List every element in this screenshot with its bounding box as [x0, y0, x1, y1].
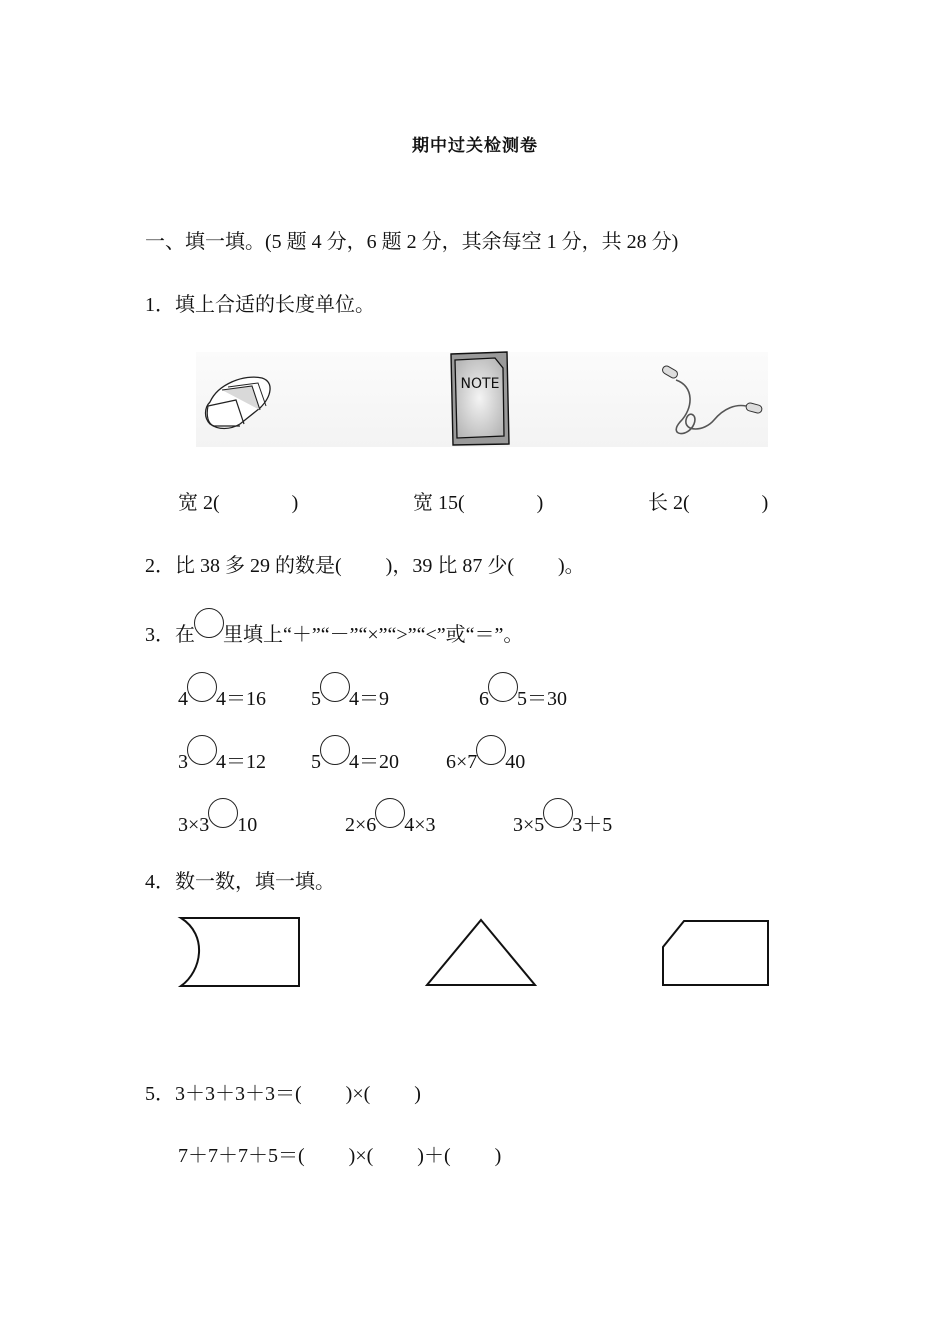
- close-paren: ): [494, 1145, 502, 1167]
- section-heading: 一、填一填。(5 题 4 分，6 题 2 分，其余每空 1 分，共 28 分): [145, 231, 679, 253]
- q3-row3-item3: [513, 805, 612, 838]
- answer-circle[interactable]: [187, 735, 217, 765]
- q5-line1-expr: 5．3＋3＋3＋3＝(: [145, 1083, 302, 1105]
- q3-row1-item2: [311, 679, 389, 712]
- question-1-prompt: 1．填上合适的长度单位。: [145, 294, 375, 316]
- answer-circle[interactable]: [187, 672, 217, 702]
- right-expr: 4＝9: [349, 688, 389, 710]
- question-2: [145, 553, 585, 579]
- rope-length-answer: [648, 490, 768, 516]
- question-3-suffix: 里填上“＋”“－”“×”“>”“<”或“＝”。: [223, 624, 524, 646]
- rope-label: 长 2(: [648, 492, 690, 514]
- answer-circle[interactable]: [208, 798, 238, 828]
- q3-row2-item2: [311, 742, 399, 775]
- question-4-prompt: 4．数一数，填一填。: [145, 871, 335, 893]
- plus-sign: )＋(: [417, 1145, 451, 1167]
- question-2-part2: )，39 比 87 少(: [385, 555, 514, 577]
- left-operand: 6×7: [446, 751, 478, 773]
- eraser-image: [200, 366, 276, 436]
- svg-text:NOTE: NOTE: [460, 376, 500, 392]
- concave-arc-rectangle-shape: [178, 915, 303, 990]
- close-paren: ): [414, 1083, 421, 1105]
- answer-circle[interactable]: [375, 798, 405, 828]
- right-expr: 4＝20: [349, 751, 399, 773]
- notebook-width-answer: [413, 490, 543, 516]
- jump-rope-image: [658, 364, 768, 440]
- answer-circle[interactable]: [476, 735, 506, 765]
- cut-corner-rectangle-shape: [660, 918, 772, 988]
- question-5-line2: [178, 1143, 501, 1169]
- right-expr: 4×3: [404, 814, 436, 836]
- left-operand: 3×5: [513, 814, 545, 836]
- right-expr: 5＝30: [517, 688, 567, 710]
- left-operand: 5: [311, 688, 321, 710]
- right-expr: 40: [505, 751, 526, 773]
- eraser-label: 宽 2(: [178, 492, 220, 514]
- left-operand: 3: [178, 751, 188, 773]
- question-2-part1: 2．比 38 多 29 的数是(: [145, 555, 342, 577]
- right-expr: 3＋5: [572, 814, 613, 836]
- triangle-shape: [424, 917, 538, 989]
- question-1-image-strip: [196, 352, 768, 447]
- q3-row3-item2: [345, 805, 436, 838]
- q3-row1-item3: [479, 679, 567, 712]
- right-expr: 10: [237, 814, 258, 836]
- circle-icon: [194, 608, 224, 638]
- q3-row3-item1: [178, 805, 257, 838]
- question-3-prefix: 3．在: [145, 624, 195, 646]
- right-expr: 4＝12: [216, 751, 266, 773]
- left-operand: 4: [178, 688, 188, 710]
- left-operand: 5: [311, 751, 321, 773]
- answer-circle[interactable]: [543, 798, 573, 828]
- question-3-prompt: [145, 615, 523, 648]
- notebook-label: 宽 15(: [413, 492, 465, 514]
- answer-circle[interactable]: [320, 672, 350, 702]
- q5-line2-expr: 7＋7＋7＋5＝(: [178, 1145, 305, 1167]
- times-sign: )×(: [348, 1145, 374, 1167]
- q3-row2-item3: [446, 742, 525, 775]
- q3-row2-item1: [178, 742, 266, 775]
- answer-circle[interactable]: [488, 672, 518, 702]
- close-paren: ): [761, 492, 769, 514]
- left-operand: 2×6: [345, 814, 377, 836]
- eraser-width-answer: [178, 490, 298, 516]
- question-5-line1: [145, 1081, 421, 1107]
- q3-row1-item1: [178, 679, 266, 712]
- right-expr: 4＝16: [216, 688, 266, 710]
- page-title: 期中过关检测卷: [412, 136, 538, 156]
- close-paren: ): [291, 492, 299, 514]
- times-sign: )×(: [345, 1083, 371, 1105]
- left-operand: 3×3: [178, 814, 210, 836]
- notebook-image: [449, 350, 511, 446]
- left-operand: 6: [479, 688, 489, 710]
- question-2-part3: )。: [558, 555, 585, 577]
- close-paren: ): [536, 492, 544, 514]
- answer-circle[interactable]: [320, 735, 350, 765]
